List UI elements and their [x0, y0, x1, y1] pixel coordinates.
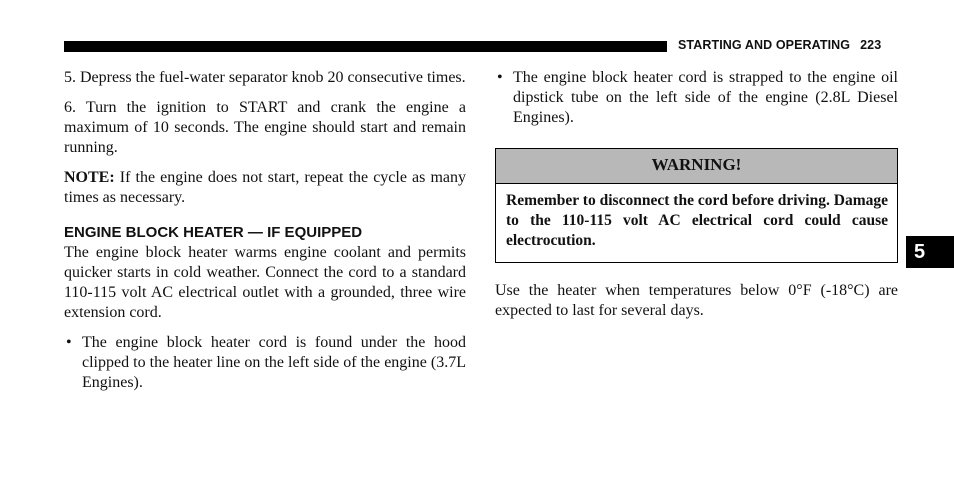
section-title: STARTING AND OPERATING: [678, 38, 851, 52]
page-number: 223: [860, 38, 882, 52]
note-paragraph: [64, 168, 466, 208]
usage-paragraph: Use the heater when temperatures below 0°F (-18°C) are expected to last for several days.: [495, 282, 898, 319]
bullet-item: [495, 68, 898, 128]
running-header: [678, 38, 881, 52]
left-column: [64, 68, 466, 393]
note-label: NOTE:: [64, 169, 115, 186]
warning-box: [495, 148, 898, 263]
right-column: [495, 68, 898, 128]
section-heading: ENGINE BLOCK HEATER — IF EQUIPPED: [64, 224, 363, 241]
note-text: If the engine does not start, repeat the cycle as many times as necessary.: [64, 169, 466, 206]
header-rule: [64, 41, 667, 52]
step-6-paragraph: 6. Turn the ignition to START and crank the engine a maximum of 10 seconds. The engine should start and remain running.: [64, 99, 466, 156]
bullet-icon: •: [497, 69, 503, 86]
step-5-paragraph: 5. Depress the fuel-water separator knob 20 consecutive times.: [64, 69, 466, 86]
bullet-text: The engine block heater cord is found under the hood clipped to the heater line on the left side of the engine (3.7L Engines).: [82, 334, 466, 391]
chapter-number: 5: [914, 241, 926, 263]
intro-paragraph: The engine block heater warms engine coolant and permits quicker starts in cold weather. Connect the cord to a standard 110-115 volt AC electrical outlet with a grounded, three wire extension cord.: [64, 244, 466, 321]
warning-title: WARNING!: [496, 149, 897, 184]
chapter-tab: [906, 236, 954, 268]
warning-text: Remember to disconnect the cord before driving. Damage to the 110-115 volt AC electrical cord could cause electrocution.: [506, 192, 888, 249]
bullet-text: The engine block heater cord is strapped to the engine oil dipstick tube on the left side of the engine (2.8L Diesel Engines).: [513, 69, 898, 126]
bullet-item: [64, 333, 466, 393]
bullet-icon: •: [66, 334, 72, 351]
